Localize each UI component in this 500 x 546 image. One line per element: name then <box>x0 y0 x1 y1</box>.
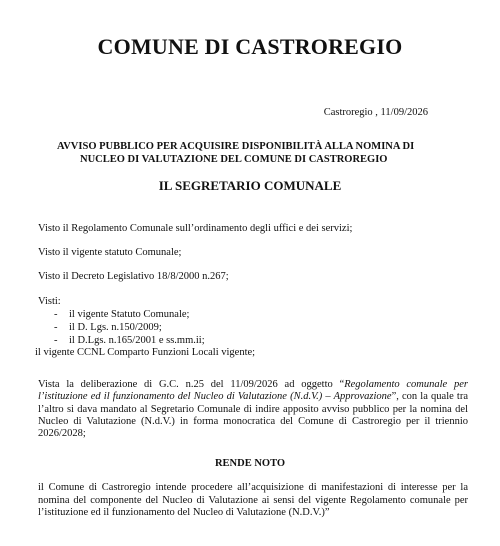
vista-italic-title: Regolamento comunale per l’istituzione ed il funzionamento del Nucleo di Valutazione (N.d.V.) – Approvazione <box>38 379 468 403</box>
segretario-heading: IL SEGRETARIO COMUNALE <box>158 178 342 193</box>
list-dash: - <box>54 322 58 333</box>
list-item-text: il vigente Statuto Comunale; <box>69 309 190 320</box>
dateline: Castroregio , 11/09/2026 <box>323 107 428 118</box>
visto-decreto: Visto il Decreto Legislativo 18/8/2000 n.267; <box>38 271 229 282</box>
avviso-line-1: AVVISO PUBBLICO PER ACQUISIRE DISPONIBILITÀ ALLA NOMINA DI <box>57 141 415 152</box>
visto-statuto: Visto il vigente statuto Comunale; <box>38 247 182 258</box>
page-title: COMUNE DI CASTROREGIO <box>97 34 403 59</box>
vista-paragraph <box>38 379 468 440</box>
list-item-text: il D. Lgs. n.150/2009; <box>69 322 162 333</box>
list-item-text: il D.Lgs. n.165/2001 e ss.mm.ii; <box>69 335 205 346</box>
avviso-heading <box>57 140 414 166</box>
comune-paragraph: il Comune di Castroregio intende procedere all’acquisizione di manifestazioni di interesse per la nomina del componente del Nucleo di Valutazione ai sensi del vigente Regolamento comunale per l’istituzione ed il funzionamento del Nucleo di Valutazione (N.D.V.)” <box>38 482 468 519</box>
vista-post: ”, con la quale tra l’altro si dava mandato al Segretario Comunale di indire apposito avviso pubblico per la nomina del Nucleo di Valutazione (N.d.V.) in forma monocratica del Comune di Castroregio per il triennio 2026/2028; <box>38 391 468 440</box>
list-dash: - <box>54 309 58 320</box>
rende-noto-heading: RENDE NOTO <box>214 458 286 469</box>
ccnl-line: il vigente CCNL Comparto Funzioni Locali vigente; <box>35 347 256 358</box>
list-dash: - <box>54 335 58 346</box>
vista-pre: Vista la deliberazione di G.C. n.25 del 11/09/2026 ad oggetto “ <box>38 379 345 390</box>
visti-label: Visti: <box>38 296 61 307</box>
avviso-line-2: NUCLEO DI VALUTAZIONE DEL COMUNE DI CASTROREGIO <box>80 154 388 165</box>
visto-regolamento: Visto il Regolamento Comunale sull’ordinamento degli uffici e dei servizi; <box>38 223 353 234</box>
